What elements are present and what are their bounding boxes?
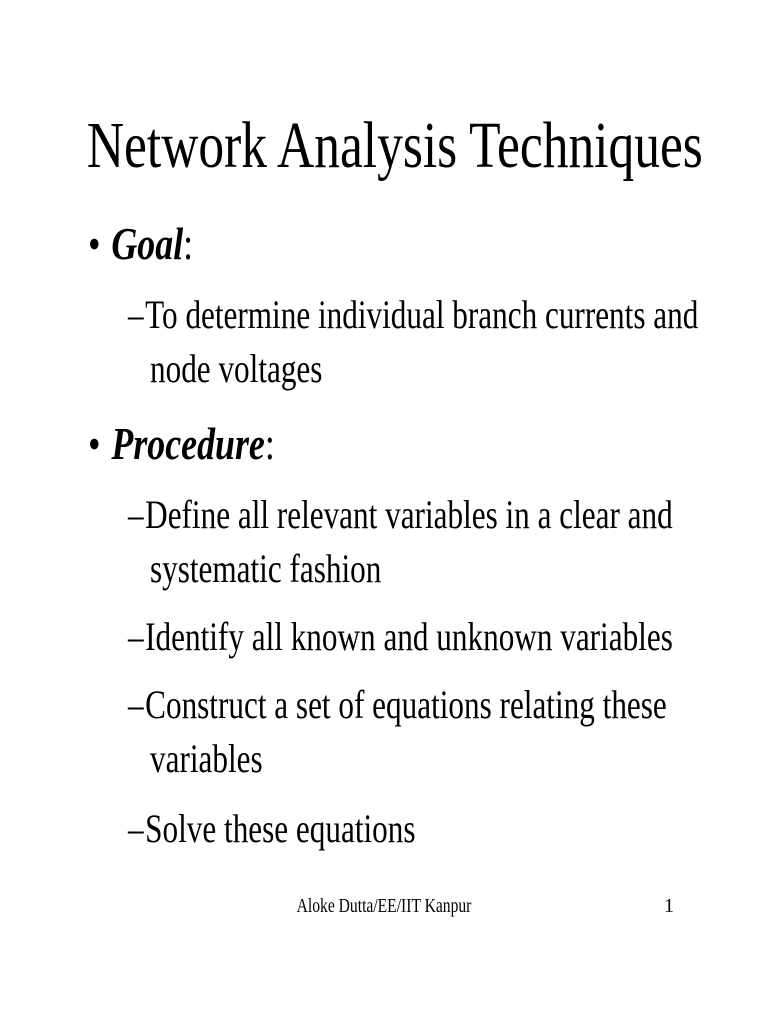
list-item: –Construct a set of equations relating these: [128, 678, 768, 732]
list-item-continuation: node voltages: [150, 346, 323, 391]
dash-icon: –: [128, 614, 144, 659]
dash-icon: –: [128, 682, 144, 727]
list-item: –Define all relevant variables in a clear and: [128, 488, 768, 542]
slide-title: Network Analysis Techniques: [86, 109, 703, 182]
page-number: 1: [664, 895, 674, 917]
list-item: –Solve these equations: [128, 802, 497, 856]
list-item-continuation: systematic fashion: [150, 546, 382, 591]
section-heading-procedure: • Procedure:: [88, 418, 275, 469]
bullet-icon: •: [88, 218, 101, 269]
list-item-continuation: variables: [150, 736, 263, 781]
section-heading-text: Procedure: [111, 418, 265, 469]
section-heading-text: Goal: [111, 218, 184, 269]
bullet-icon: •: [88, 418, 101, 469]
dash-icon: –: [128, 292, 144, 337]
dash-icon: –: [128, 806, 144, 851]
list-item: –Identify all known and unknown variables: [128, 610, 768, 664]
list-item: –To determine individual branch currents and: [128, 288, 768, 342]
dash-icon: –: [128, 492, 144, 537]
footer-author: Aloke Dutta/EE/IIT Kanpur: [296, 895, 472, 917]
section-heading-goal: • Goal:: [88, 218, 194, 269]
